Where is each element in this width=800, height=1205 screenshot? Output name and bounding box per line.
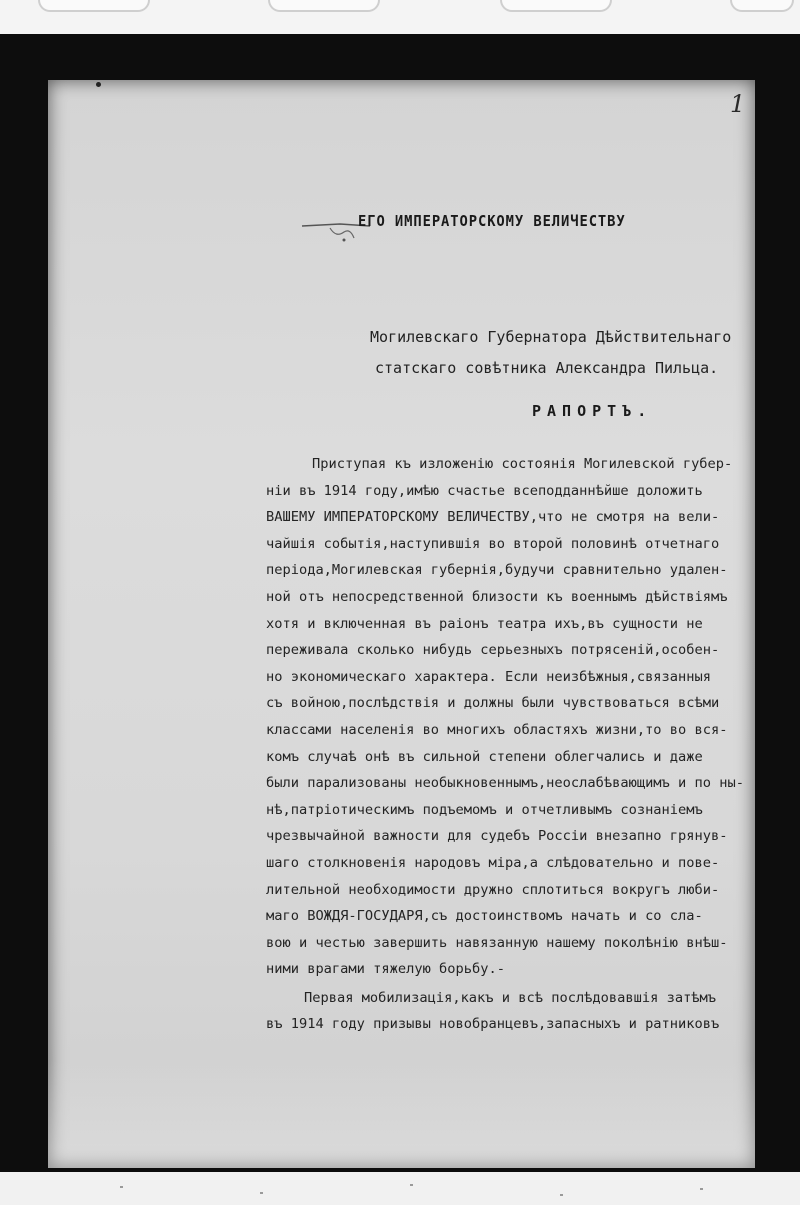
sprocket-hole [730, 0, 794, 12]
film-strip-top [0, 0, 800, 34]
text-line: лительной необходимости дружно сплотиться вокругъ люби- [266, 881, 720, 898]
text-line: въ 1914 году призывы новобранцевъ,запасныхъ и ратниковъ [266, 1016, 720, 1033]
text-line: Приступая къ изложенію состоянія Могилевской губер- [312, 456, 733, 472]
text-line: ВАШЕМУ ИМПЕРАТОРСКОМУ ВЕЛИЧЕСТВУ,что не смотря на вели- [266, 509, 720, 526]
text-line: классами населенія во многихъ областяхъ жизни,то во вся- [266, 721, 728, 738]
text-line: ной отъ непосредственной близости къ военнымъ дѣйствіямъ [266, 588, 728, 605]
sender-line: статскаго совѣтника Александра Пильца. [375, 359, 719, 377]
addressee-heading: ЕГО ИМПЕРАТОРСКОМУ ВЕЛИЧЕСТВУ [358, 212, 626, 230]
film-dust [410, 1184, 413, 1186]
text-line: съ войною,послѣдствія и должны были чувствоваться всѣми [266, 695, 720, 712]
text-line: шаго столкновенія народовъ міра,а слѣдовательно и пове- [266, 854, 720, 871]
text-line: періода,Могилевская губернія,будучи сравнительно удален- [266, 562, 728, 579]
text-line: нѣ,патріотическимъ подъемомъ и отчетливымъ сознаніемъ [266, 801, 703, 818]
film-dust [700, 1188, 703, 1190]
page-number: 1 [730, 90, 746, 118]
text-line: чрезвычайной важности для судебъ Россіи внезапно грянув- [266, 828, 728, 845]
sender-line: Могилевскаго Губернатора Дѣйствительнаго [370, 328, 732, 346]
film-dust [120, 1186, 123, 1188]
film-strip-bottom [0, 1172, 800, 1205]
report-body [266, 451, 746, 1038]
microfilm-frame [0, 34, 800, 1172]
text-line: переживала сколько нибудь серьезныхъ потрясеній,особен- [266, 642, 720, 659]
sender-block [370, 322, 740, 384]
text-line: но экономическаго характера. Если неизбѣжныя,связанныя [266, 668, 711, 685]
text-line: комъ случаѣ онѣ въ сильной степени облегчались и даже [266, 748, 703, 765]
text-line: вою и честью завершить навязанную нашему поколѣнію внѣш- [266, 934, 728, 951]
sprocket-hole [38, 0, 150, 12]
text-line: были парализованы необыкновеннымъ,неослабѣвающимъ и по ны- [266, 775, 744, 792]
document-title: РАПОРТЪ. [532, 402, 653, 420]
text-line: маго ВОЖДЯ-ГОСУДАРЯ,съ достоинствомъ начать и со сла- [266, 908, 703, 925]
film-dust [260, 1192, 263, 1194]
film-dust [560, 1194, 563, 1196]
text-line: ними врагами тяжелую борьбу.- [266, 961, 505, 978]
sprocket-hole [268, 0, 380, 12]
sprocket-hole [500, 0, 612, 12]
text-line: Первая мобилизація,какъ и всѣ послѣдовавшія затѣмъ [304, 989, 717, 1006]
text-line: чайшія событія,наступившія во второй половинѣ отчетнаго [266, 535, 720, 552]
document-page [48, 80, 755, 1168]
text-line: ніи въ 1914 году,имѣю счастье всеподданнѣйше доложить [266, 482, 703, 499]
ink-spot [96, 82, 101, 87]
text-line: хотя и включенная въ раіонъ театра ихъ,въ сущности не [266, 615, 703, 632]
